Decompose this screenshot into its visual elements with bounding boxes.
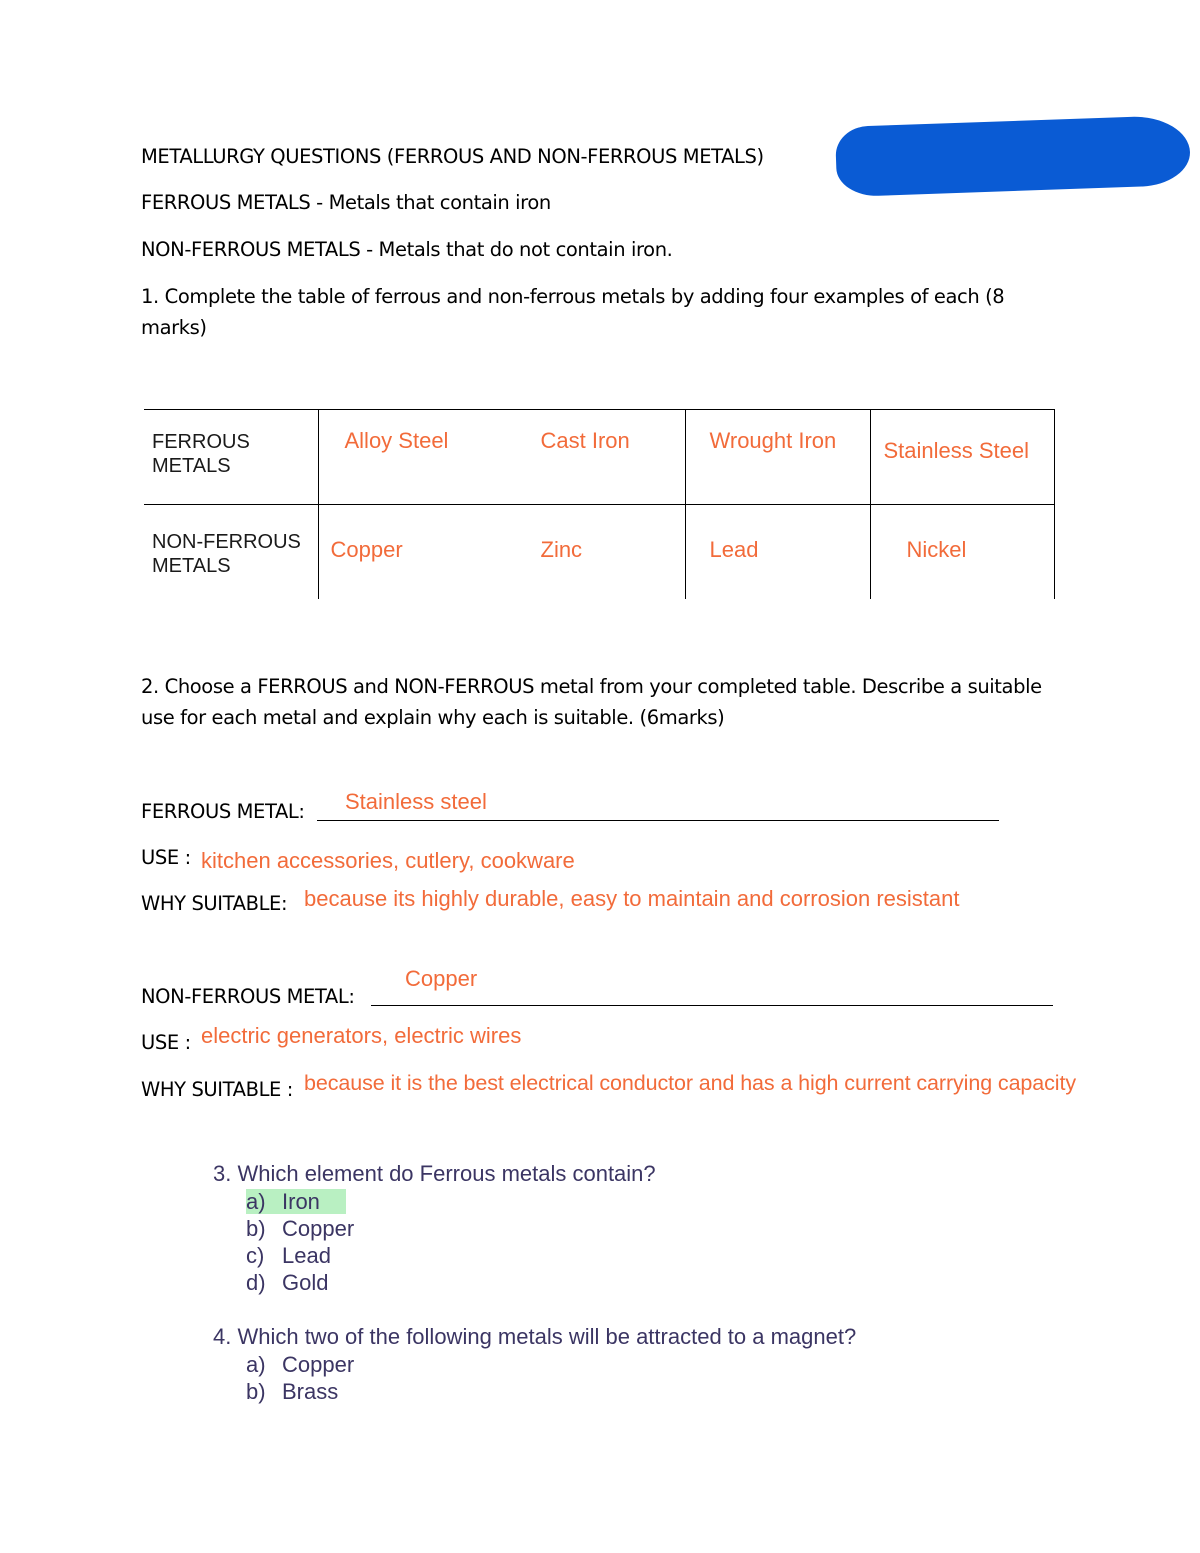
- table-cell: [318, 410, 685, 505]
- nonferrous-metal-answer: Copper: [405, 966, 478, 991]
- answer-highlight: a) Iron: [246, 1189, 346, 1214]
- table-cell: [870, 410, 1054, 505]
- table-cell: [870, 505, 1054, 600]
- q3-option: [246, 1189, 346, 1215]
- ferrous-example: Alloy Steel: [344, 428, 449, 453]
- ferrous-definition: FERROUS METALS - Metals that contain iron: [141, 191, 551, 214]
- ferrous-example: Cast Iron: [540, 428, 630, 453]
- use-label: USE :: [141, 1031, 191, 1054]
- q3-question: 3. Which element do Ferrous metals contain?: [213, 1161, 656, 1186]
- q2-text-line2: use for each metal and explain why each is suitable. (6marks): [141, 706, 725, 729]
- table-cell: [144, 505, 318, 600]
- nonferrous-why-answer: because it is the best electrical conductor and has a high current carrying capacity: [304, 1071, 1076, 1095]
- ferrous-row: [144, 410, 1054, 505]
- metals-table: [144, 409, 1055, 599]
- q4-option: a) Copper: [246, 1352, 355, 1377]
- q3-option: d) Gold: [246, 1270, 329, 1295]
- q3-option: b) Copper: [246, 1216, 355, 1241]
- q3-option: c) Lead: [246, 1243, 331, 1268]
- table-cell: [685, 410, 870, 505]
- nonferrous-example: Lead: [709, 537, 759, 562]
- q1-text-line1: 1. Complete the table of ferrous and non-ferrous metals by adding four examples of each (8: [141, 285, 1005, 308]
- answer-line: [371, 1005, 1053, 1006]
- nonferrous-use-answer: electric generators, electric wires: [201, 1023, 522, 1048]
- table-cell: [685, 505, 870, 600]
- ferrous-example: Stainless Steel: [883, 438, 1030, 463]
- table-cell: [144, 410, 318, 505]
- document-title: METALLURGY QUESTIONS (FERROUS AND NON-FERROUS METALS): [141, 145, 764, 168]
- redaction-mark: [835, 115, 1191, 197]
- q4-question: 4. Which two of the following metals will be attracted to a magnet?: [213, 1324, 857, 1349]
- q1-text-line2: marks): [141, 316, 207, 339]
- why-suitable-label: WHY SUITABLE :: [141, 1078, 293, 1101]
- nonferrous-metal-label: NON-FERROUS METAL:: [141, 985, 355, 1008]
- ferrous-example: Wrought Iron: [709, 428, 837, 453]
- q2-text-line1: 2. Choose a FERROUS and NON-FERROUS metal from your completed table. Describe a suitable: [141, 675, 1042, 698]
- nonferrous-example: Copper: [330, 537, 403, 562]
- q4-option: b) Brass: [246, 1379, 339, 1404]
- nonferrous-definition: NON-FERROUS METALS - Metals that do not contain iron.: [141, 238, 673, 261]
- ferrous-row-label: FERROUS METALS: [152, 431, 250, 477]
- nonferrous-row-label: NON-FERROUS METALS: [152, 531, 301, 577]
- ferrous-metal-answer: Stainless steel: [345, 789, 487, 814]
- answer-line: [317, 820, 999, 821]
- ferrous-why-answer: because its highly durable, easy to maintain and corrosion resistant: [304, 886, 960, 911]
- nonferrous-row: [144, 505, 1054, 600]
- nonferrous-example: Zinc: [540, 537, 583, 562]
- why-suitable-label: WHY SUITABLE:: [141, 892, 288, 915]
- ferrous-metal-label: FERROUS METAL:: [141, 800, 305, 823]
- table-cell: [318, 505, 685, 600]
- ferrous-use-answer: kitchen accessories, cutlery, cookware: [201, 848, 575, 873]
- use-label: USE :: [141, 846, 191, 869]
- nonferrous-example: Nickel: [906, 537, 967, 562]
